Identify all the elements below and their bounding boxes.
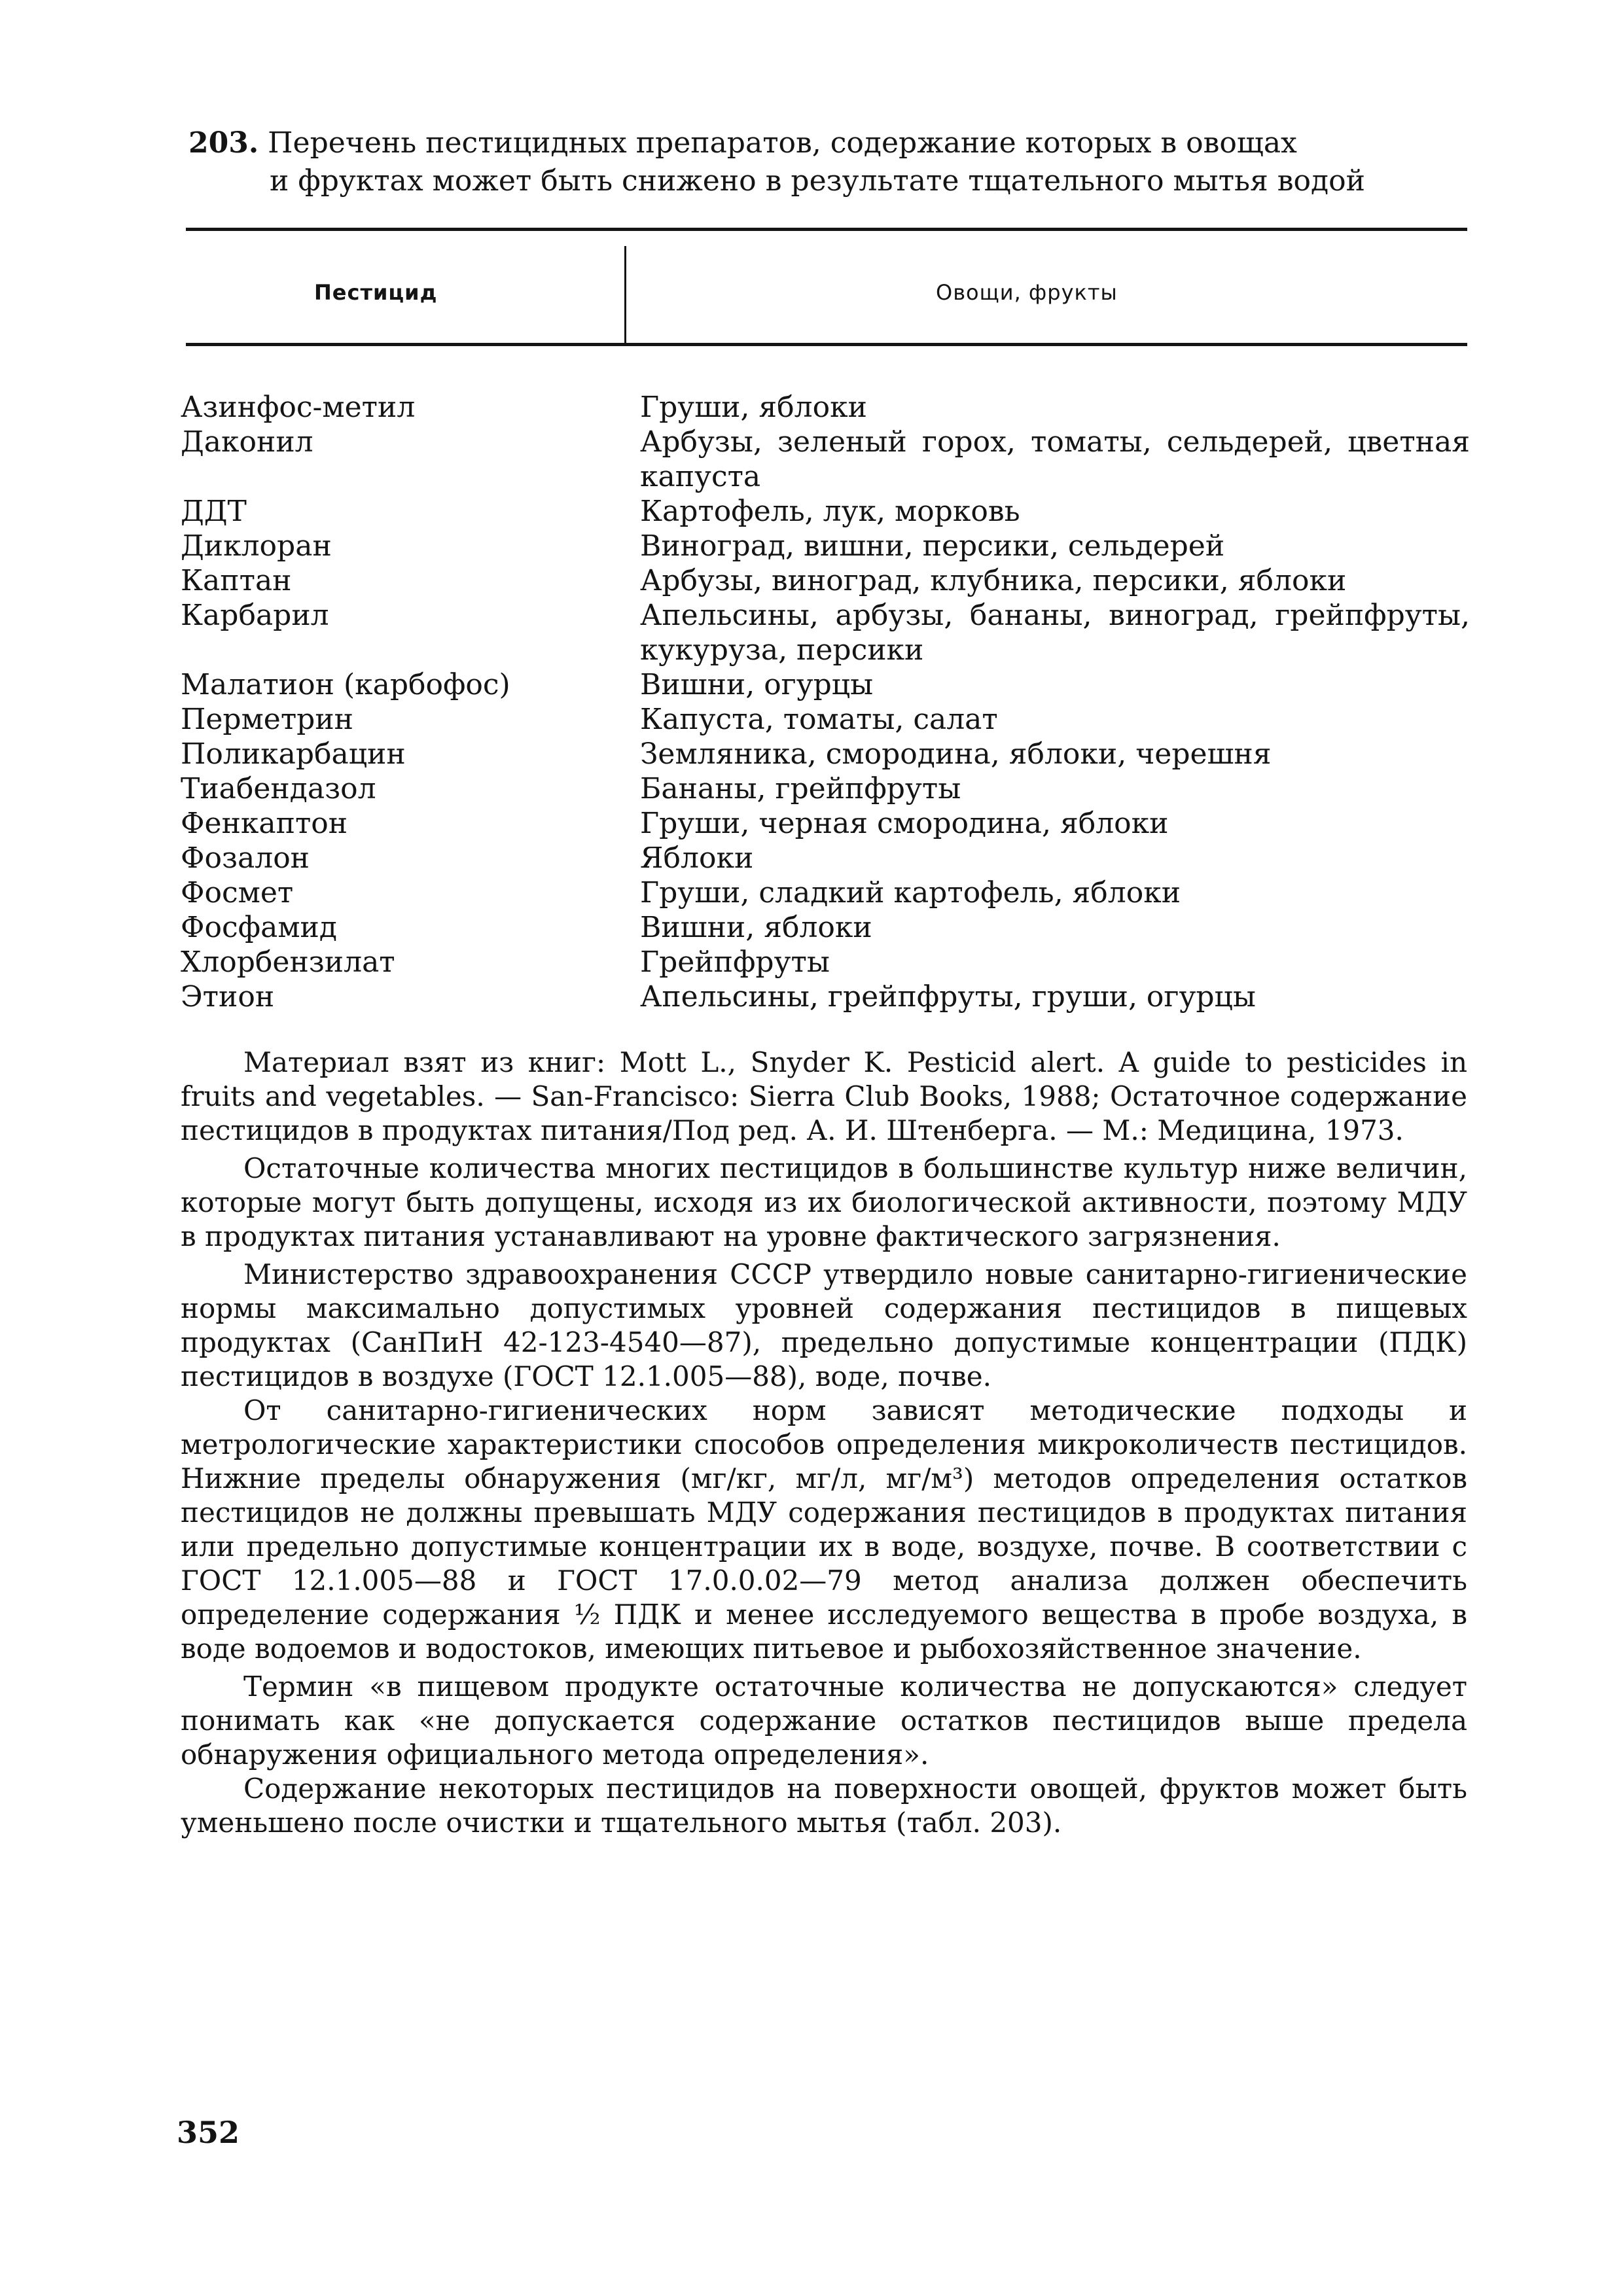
- pesticide-cell: Диклоран: [181, 529, 332, 563]
- caption-line-1: Перечень пестицидных препаратов, содержание которых в овощах: [268, 126, 1297, 160]
- table-row: [179, 771, 1470, 806]
- body-paragraph: От санитарно-гигиенических норм зависят методические подходы и метрологические характеристики способов определения микроколичеств пестицидов. Нижние пределы обнаружения (мг/кг, мг/л, мг/м³) методов определения остатков пестицидов не должны превышать МДУ содержания пестицидов в продуктах питания или предельно допустимые концентрации их в воде, воздухе, почве. В соответствии с ГОСТ 12.1.005—88 и ГОСТ 17.0.0.02—79 метод анализа должен обеспечить определение содержания ½ ПДК и менее исследуемого вещества в пробе воздуха, в воде водоемов и водостоков, имеющих питьевое и рыбохозяйственное значение.: [181, 1394, 1467, 1665]
- caption-line-2: и фруктах может быть снижено в результате тщательного мытья водой: [270, 164, 1365, 198]
- pesticide-cell: Фосфамид: [181, 911, 337, 944]
- page-number: 352: [177, 2115, 240, 2150]
- table-row: [179, 875, 1470, 910]
- pesticide-cell: Этион: [181, 980, 275, 1014]
- produce-cell: Капуста, томаты, салат: [640, 703, 998, 736]
- pesticide-cell: Каптан: [181, 564, 292, 597]
- produce-cell: Апельсины, арбузы, бананы, виноград, грейпфруты, кукуруза, персики: [640, 599, 1470, 667]
- body-paragraph: Термин «в пищевом продукте остаточные количества не допускаются» следует понимать как «не допускается содержание остатков пестицидов выше предела обнаружения официального метода определения».: [181, 1670, 1467, 1771]
- table-row: [179, 841, 1470, 875]
- table-row: [179, 702, 1470, 737]
- header-pesticide: Пестицид: [314, 280, 438, 305]
- pesticide-cell: Карбарил: [181, 599, 329, 632]
- body-paragraph: Министерство здравоохранения СССР утвердило новые санитарно-гигиенические нормы максимально допустимых уровней содержания пестицидов в пищевых продуктах (СанПиН 42-123-4540—87), предельно допустимые концентрации (ПДК) пестицидов в воздухе (ГОСТ 12.1.005—88), воде, почве.: [181, 1258, 1467, 1392]
- produce-cell: Груши, яблоки: [640, 391, 867, 424]
- source-note-paragraph: Материал взят из книг: Mott L., Snyder K. Pesticid alert. A guide to pesticides in fruits and vegetables. — San-Francisco: Sierra Club Books, 1988; Остаточное содержание пестицидов в продуктах питания/Под ред. А. И. Штенберга. — М.: Медицина, 1973.: [181, 1046, 1467, 1146]
- table-row: [179, 529, 1470, 563]
- pesticide-cell: Фенкаптон: [181, 807, 348, 840]
- table-row: [179, 563, 1470, 598]
- table-row: [179, 494, 1470, 529]
- table-row: [179, 598, 1470, 667]
- produce-cell: Яблоки: [640, 841, 754, 875]
- pesticide-cell: Малатион (карбофос): [181, 668, 510, 701]
- table-row: [179, 910, 1470, 945]
- pesticide-cell: Поликарбацин: [181, 737, 406, 771]
- header-produce: Овощи, фрукты: [936, 280, 1118, 305]
- pesticide-cell: Фосмет: [181, 876, 294, 910]
- produce-cell: Бананы, грейпфруты: [640, 772, 961, 805]
- produce-cell: Арбузы, зеленый горох, томаты, сельдерей, цветная капуста: [640, 425, 1470, 493]
- table-row: [179, 425, 1470, 494]
- pesticide-cell: Тиабендазол: [181, 772, 376, 805]
- produce-cell: Грейпфруты: [640, 945, 830, 979]
- body-text: [181, 1046, 1467, 1840]
- body-paragraph: Остаточные количества многих пестицидов в большинстве культур ниже величин, которые могут быть допущены, исходя из их биологической активности, поэтому МДУ в продуктах питания устанавливают на уровне фактического загрязнения.: [181, 1152, 1467, 1252]
- produce-cell: Картофель, лук, морковь: [640, 495, 1020, 528]
- produce-cell: Виноград, вишни, персики, сельдерей: [640, 529, 1225, 563]
- table-row: [179, 945, 1470, 980]
- pesticide-cell: Перметрин: [181, 703, 353, 736]
- table-row: [179, 980, 1470, 1014]
- produce-cell: Апельсины, грейпфруты, груши, огурцы: [640, 980, 1256, 1014]
- produce-cell: Груши, сладкий картофель, яблоки: [640, 876, 1181, 910]
- produce-cell: Вишни, яблоки: [640, 911, 872, 944]
- produce-cell: Вишни, огурцы: [640, 668, 874, 701]
- table-row: [179, 667, 1470, 702]
- pesticide-cell: ДДТ: [181, 495, 247, 528]
- produce-cell: Земляника, смородина, яблоки, черешня: [640, 737, 1272, 771]
- table-body: [179, 390, 1470, 1014]
- pesticide-cell: Хлорбензилат: [181, 945, 395, 979]
- table-top-rule: [186, 228, 1467, 231]
- header-column-divider: [624, 246, 626, 343]
- table-header-bottom-rule: [186, 343, 1467, 346]
- produce-cell: Арбузы, виноград, клубника, персики, яблоки: [640, 564, 1347, 597]
- body-paragraph: Содержание некоторых пестицидов на поверхности овощей, фруктов может быть уменьшено после очистки и тщательного мытья (табл. 203).: [181, 1773, 1467, 1839]
- pesticide-cell: Фозалон: [181, 841, 310, 875]
- table-row: [179, 737, 1470, 771]
- pesticide-cell: Азинфос-метил: [181, 391, 416, 424]
- pesticide-cell: Даконил: [181, 425, 313, 459]
- table-caption: [188, 124, 1471, 200]
- table-row: [179, 806, 1470, 841]
- table-number: 203.: [188, 126, 259, 160]
- table-row: [179, 390, 1470, 425]
- produce-cell: Груши, черная смородина, яблоки: [640, 807, 1169, 840]
